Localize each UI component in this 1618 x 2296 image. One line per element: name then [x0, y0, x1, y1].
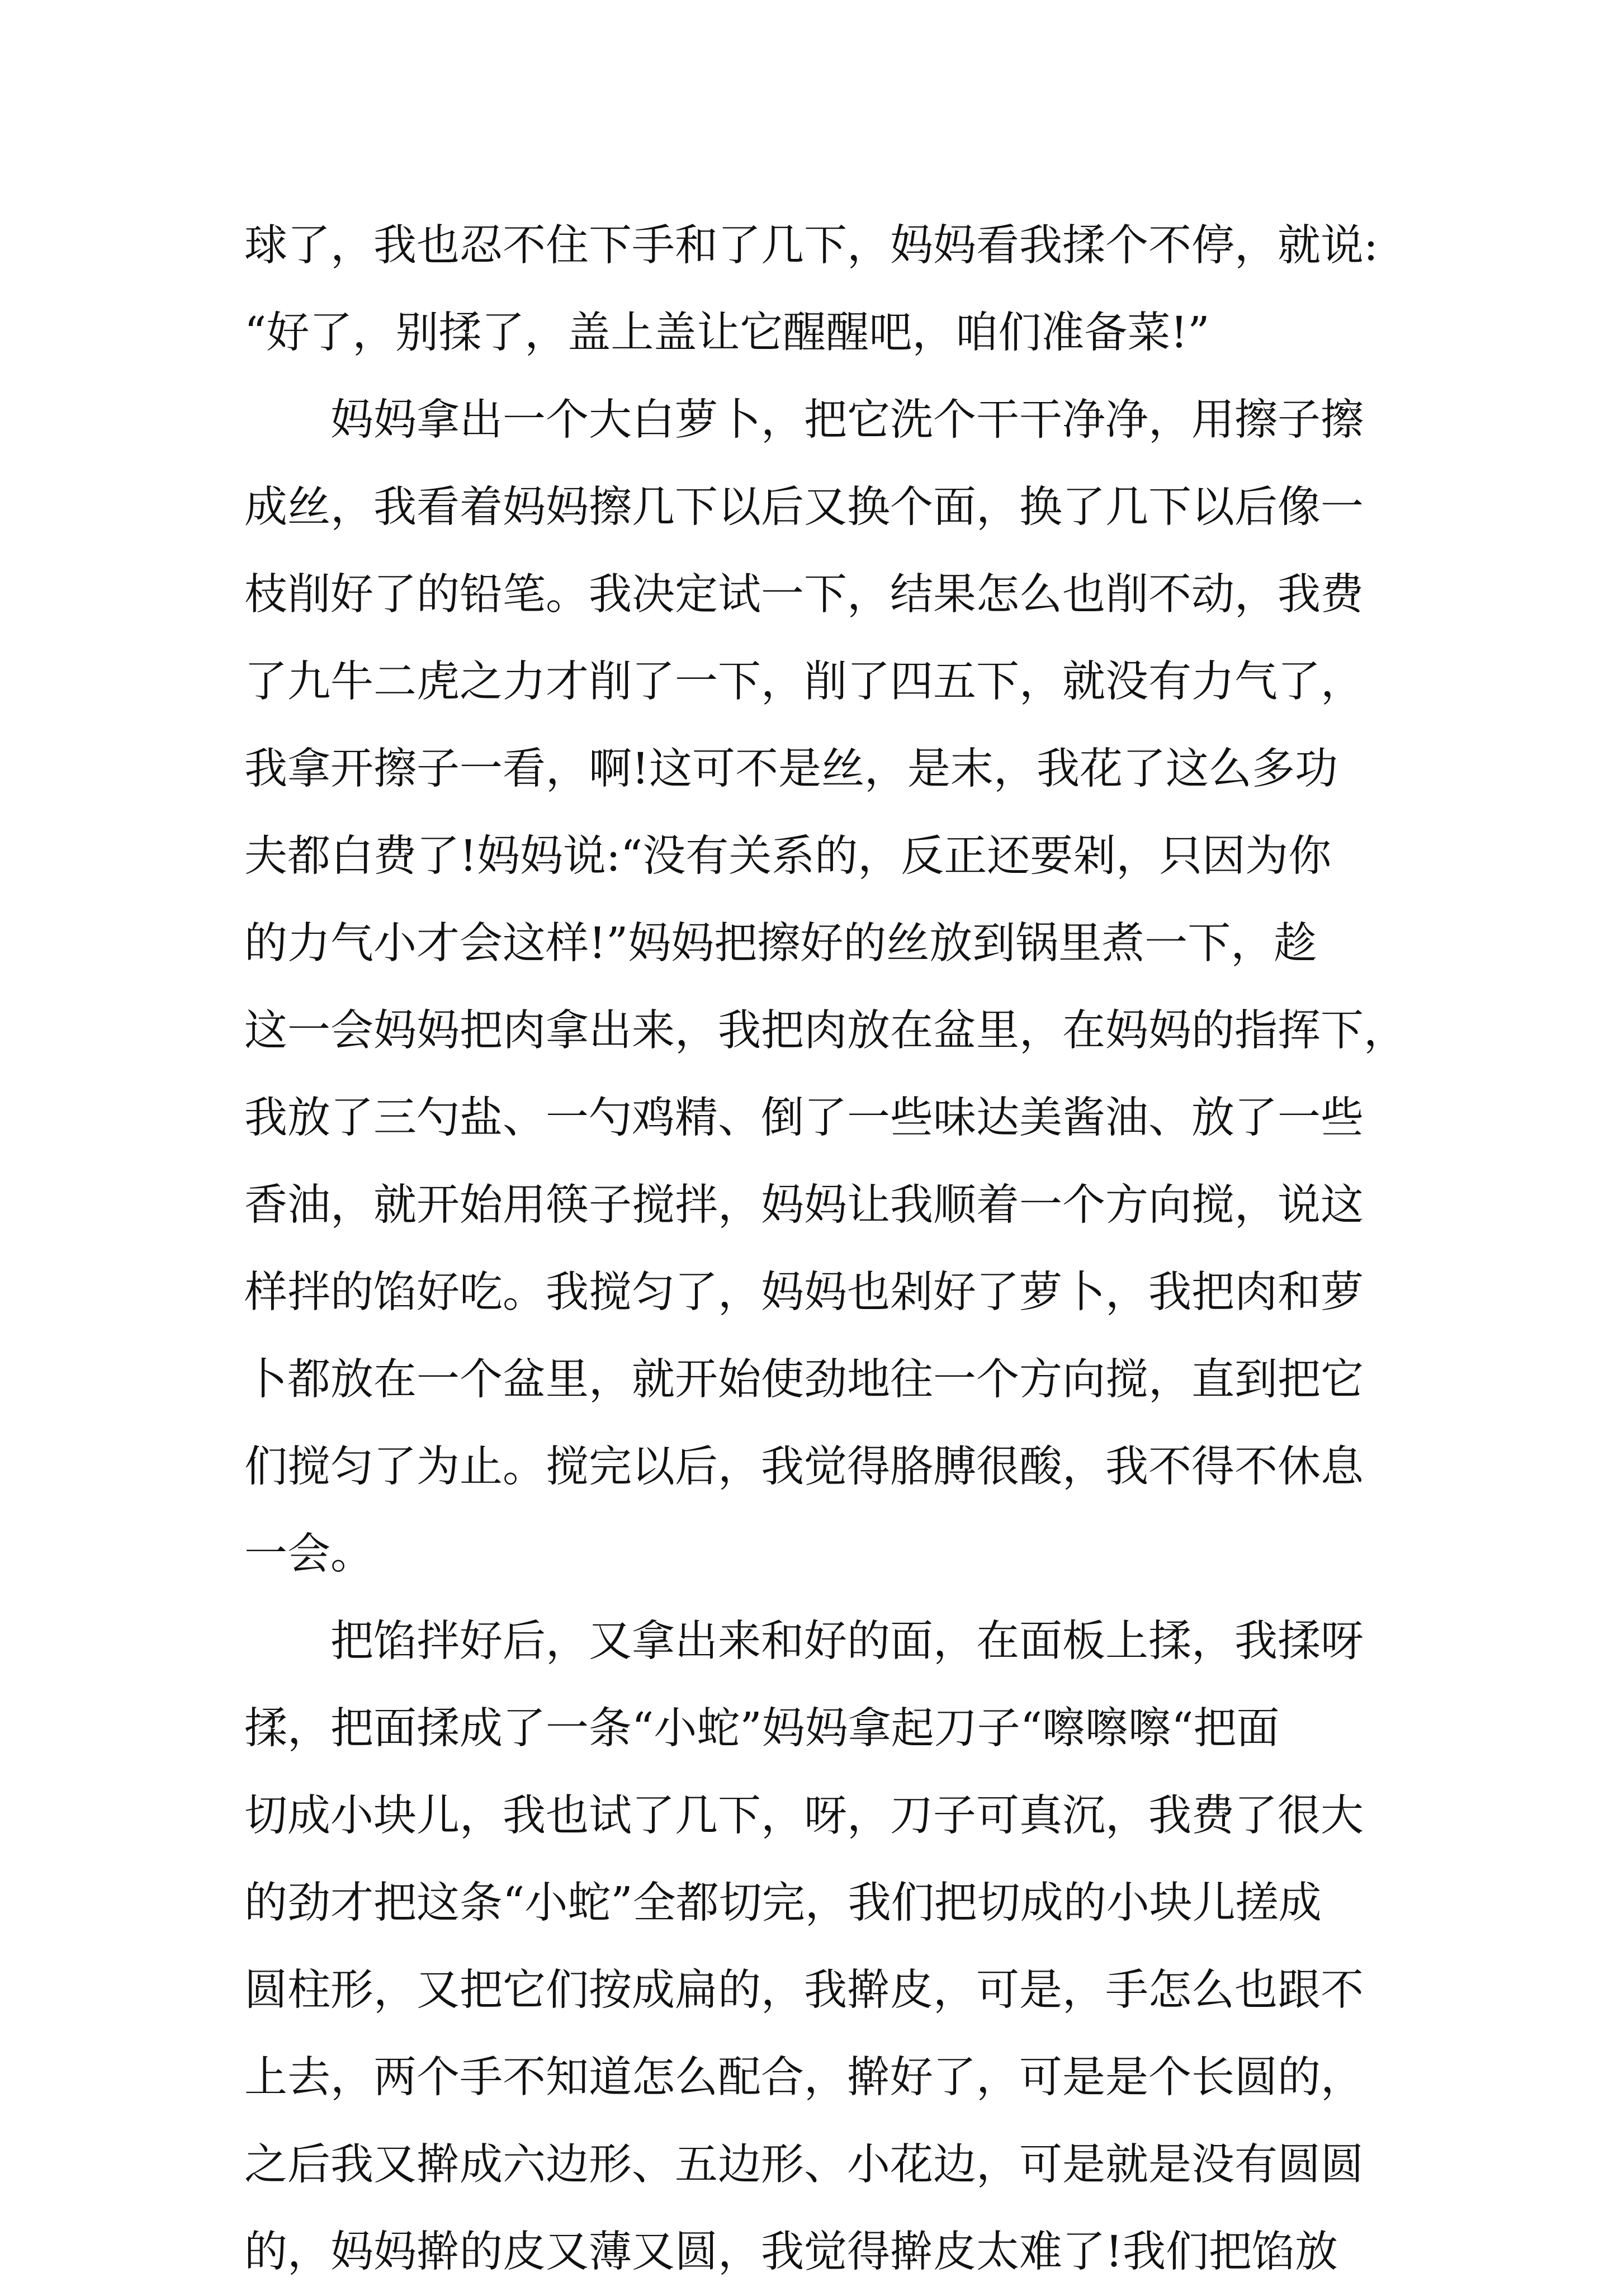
paragraph-start-line: 妈妈拿出一个大白萝卜，把它洗个干干净净，用擦子擦: [330, 395, 1364, 445]
text-line: 们搅匀了为止。搅完以后，我觉得胳膊很酸，我不得不休息: [244, 1442, 1364, 1492]
text-line: “好了，别揉了，盖上盖让它醒醒吧，咱们准备菜!”: [244, 308, 1210, 358]
text-line: 香油，就开始用筷子搅拌，妈妈让我顺着一个方向搅，说这: [244, 1180, 1364, 1230]
text-line: 了九牛二虎之力才削了一下，削了四五下，就没有力气了，: [244, 657, 1364, 707]
text-line: 球了，我也忍不住下手和了几下，妈妈看我揉个不停，就说:: [244, 221, 1378, 271]
text-line: 的劲才把这条“小蛇”全都切完，我们把切成的小块儿搓成: [244, 1878, 1322, 1928]
text-line: 的力气小才会这样!”妈妈把擦好的丝放到锅里煮一下，趁: [244, 919, 1317, 969]
text-line: 夫都白费了!妈妈说:“没有关系的，反正还要剁，只因为你: [244, 832, 1332, 881]
text-line: 样拌的馅好吃。我搅匀了，妈妈也剁好了萝卜，我把肉和萝: [244, 1268, 1364, 1317]
paragraph-start-line: 把馅拌好后，又拿出来和好的面，在面板上揉，我揉呀: [330, 1617, 1364, 1666]
text-line: 之后我又擀成六边形、五边形、小花边，可是就是没有圆圆: [244, 2140, 1364, 2190]
document-body: [244, 202, 1407, 2296]
text-line: 圆柱形，又把它们按成扁的，我擀皮，可是，手怎么也跟不: [244, 1966, 1364, 2015]
text-line: 这一会妈妈把肉拿出来，我把肉放在盆里，在妈妈的指挥下，: [244, 1006, 1407, 1056]
text-line: 切成小块儿，我也试了几下，呀，刀子可真沉，我费了很大: [244, 1791, 1364, 1841]
text-line: 枝削好了的铅笔。我决定试一下，结果怎么也削不动，我费: [244, 570, 1364, 620]
text-line: 揉，把面揉成了一条“小蛇”妈妈拿起刀子“嚓嚓嚓“把面: [244, 1704, 1280, 1754]
text-line: 一会。: [244, 1529, 373, 1579]
text-line: 卜都放在一个盆里，就开始使劲地往一个方向搅，直到把它: [244, 1355, 1364, 1405]
text-line: 上去，两个手不知道怎么配合，擀好了，可是是个长圆的，: [244, 2053, 1364, 2103]
text-line: 我拿开擦子一看，啊!这可不是丝，是末，我花了这么多功: [244, 744, 1338, 794]
text-line: 成丝，我看着妈妈擦几下以后又换个面，换了几下以后像一: [244, 483, 1364, 532]
text-line: 的，妈妈擀的皮又薄又圆，我觉得擀皮太难了!我们把馅放: [244, 2227, 1338, 2277]
text-line: 我放了三勺盐、一勺鸡精、倒了一些味达美酱油、放了一些: [244, 1093, 1364, 1143]
